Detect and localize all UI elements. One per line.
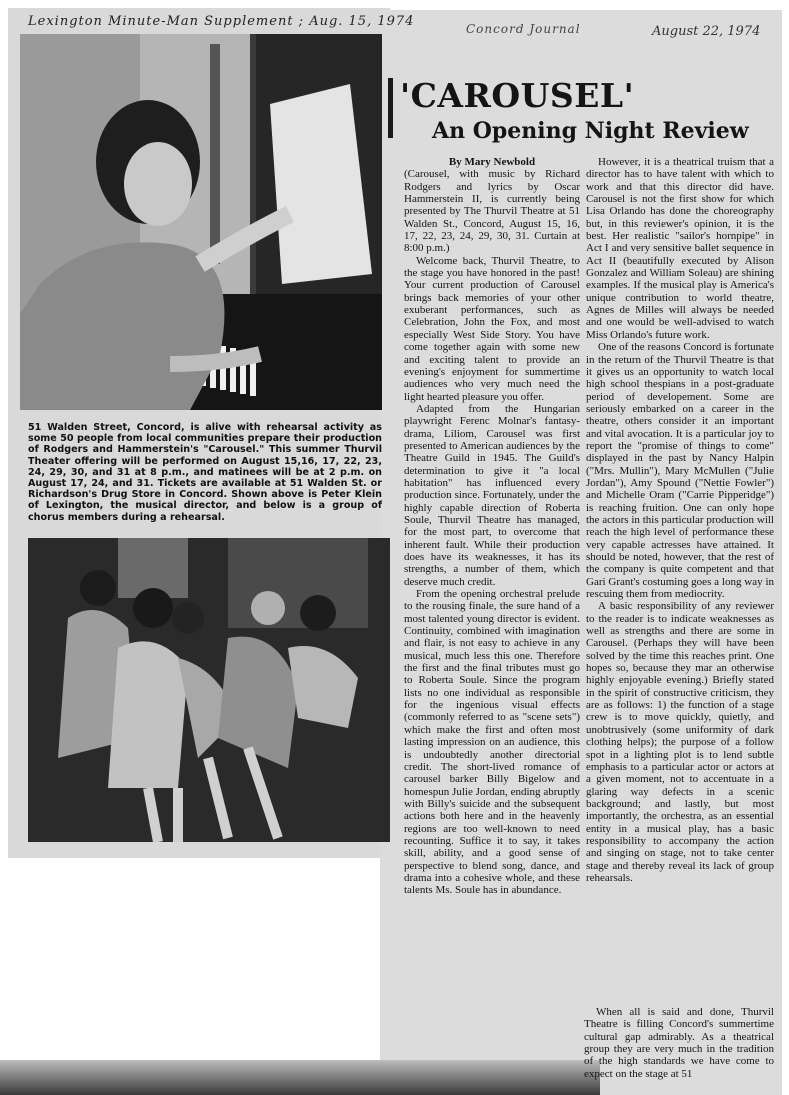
article-column-1 [404,156,580,897]
photo-chorus-rehearsal [28,538,390,842]
page-edge-shadow [0,1060,600,1095]
headline-rule [388,78,393,138]
byline: By Mary Newbold [448,156,536,168]
article-column-2-continued [584,1006,774,1080]
headline: 'CAROUSEL' [400,76,635,115]
article-paragraph: Adapted from the Hungarian playwright Ferenc Molnar's fantasy-drama, Liliom, Carousel was first presented to American audiences by the Theatre Guild in 1945. The Guild's determination to give it "a local habitation" has influenced every production since. Fortunately, under the highly capable direction of Roberta Soule, Thurvil Theatre has managed, for the most part, to overcome that inherent fault. While their production does have its weaknesses, it has its strengths, a number of them, which deserve much credit. [404,402,580,588]
article-paragraph: From the opening orchestral prelude to the rousing finale, the sure hand of a most talented young director is evident. Continuity, combined with imagination and flair, is not easy to achieve in any musical, much less this one. Therefore the first and the final tributes must go to Roberta Soule. Since the program lists no one individual as responsible for the ingenious visual effects (commonly referred to as "scene sets") which make the first and often most lasting impression on an audience, this is undoubtedly another directorial credit. The short-lived romance of carousel barker Billy Bigelow and homespun Julie Jordan, ending abruptly with Billy's suicide and the subsequent actions both here and in the heavenly regions are too well-known to need recounting. Suffice it to say, it takes skill, ability, and a good sense of perspective to blend song, dance, and drama into a cohesive whole, and these talents Ms. Soule has in abundance. [404,588,580,897]
article-paragraph: However, it is a theatrical truism that a director has to have talent with which to work and that this director did have. Carousel is not the first show for which Lisa Orlando has done the choreography but, in this reviewer's opinion, it is the best. Her realistic "sailor's hornpipe" in Act I and very sensitive ballet sequence in Act II (beautifully executed by Alison Gonzalez and William Soleau) are shining examples. If the musical play is America's unique contribution to world theatre, Agnes de Milles will always be needed and one would be well-advised to watch Miss Orlando's future work. [586,156,774,341]
article-column-2 [586,156,774,884]
handwritten-source-right: Concord Journal [466,22,581,36]
article-paragraph: Welcome back, Thurvil Theatre, to the stage you have honored in the past! Your current production of Carousel brings back memories of your other exuberant performances, such as Celebration, John the Fox, and most especially West Side Story. You have come together again with some new and exciting talent to provide an evening's enjoyment for summertime audiences who very much need the light hearted pleasure you offer. [404,254,580,403]
article-paragraph: One of the reasons Concord is fortunate in the return of the Thurvil Theatre is that it gives us an opportunity to watch local high school thespians in a post-graduate period of developement. Some are seriously embarked on a career in the theatre, others consider it an important and vital avocation. It is a particular joy to report the "promise of things to come" displayed in the past by Nancy Halpin ("Mrs. Mullin"), Mary McMullen ("Julie Jordan"), Amy Spound ("Nettie Fowler") and Michelle Oram ("Carrie Pipperidge") is reaching fruition. One can only hope the actors in this particular production will reach the high level of performance these very capable actresses have attained. It should be noted, however, that the rest of the company is quite competent and that Gari Grant's costuming goes a long way in rescuing them from mediocrity. [586,341,774,601]
subheadline: An Opening Night Review [432,118,749,144]
article-paragraph: (Carousel, with music by Richard Rodgers and lyrics by Oscar Hammerstein II, is currently being presented by The Thurvil Theatre at 51 Walden St., Concord, August 15, 16, 17, 22, 23, 24, 29, 30, 31. Curtain at 8:00 p.m.) [404,168,580,255]
handwritten-date-right: August 22, 1974 [652,24,761,39]
article-paragraph: When all is said and done, Thurvil Theatre is filling Concord's summertime cultural gap admirably. As a theatrical group they are very much in the tradition of the high standards we have come to expect on the stage at 51 [584,1006,774,1080]
article-paragraph: A basic responsibility of any reviewer to the reader is to indicate weaknesses as well as strengths and there are some in Carousel. (Perhaps they will have been solved by the time this reaches print. One hopes so, because they mar an otherwise highly enjoyable evening.) Briefly stated in the spirit of constructive criticism, they are as follows: 1) the function of a stage crew is to move quickly, quietly, and unobtrusively (some uniformity of dark clothing helps); the purpose of a follow spot in a lighting plot is to lend subtle emphasis to a particular actor or actors at a given moment, not to accentuate in a glaring way defects in a scenic background; and lastly, but most importantly, the orchestra, as an essential entity in a musical play, has a basic responsibility to accompany the action and singing on stage, not to take center stage and thereby reveal its lack of group rehearsals. [586,600,774,884]
photo-caption: 51 Walden Street, Concord, is alive with rehearsal activity as some 50 people from local communities prepare their production of Rodgers and Hammerstein's "Carousel." This summer Thurvil Theater offering will be performed on August 15,16, 17, 22, 23, 24, 29, 30, and 31 at 8 p.m., and matinees will be at 2 p.m. on August 17, 24, and 31. Tickets are available at 51 Walden St. or Richardson's Drug Store in Concord. Shown above is Peter Klein of Lexington, the musical director, and below is a group of chorus members during a rehearsal. [28,422,382,523]
photo-musical-director-at-piano [20,34,382,410]
handwritten-source-left: Lexington Minute-Man Supplement ; Aug. 15, 1974 [28,14,415,29]
